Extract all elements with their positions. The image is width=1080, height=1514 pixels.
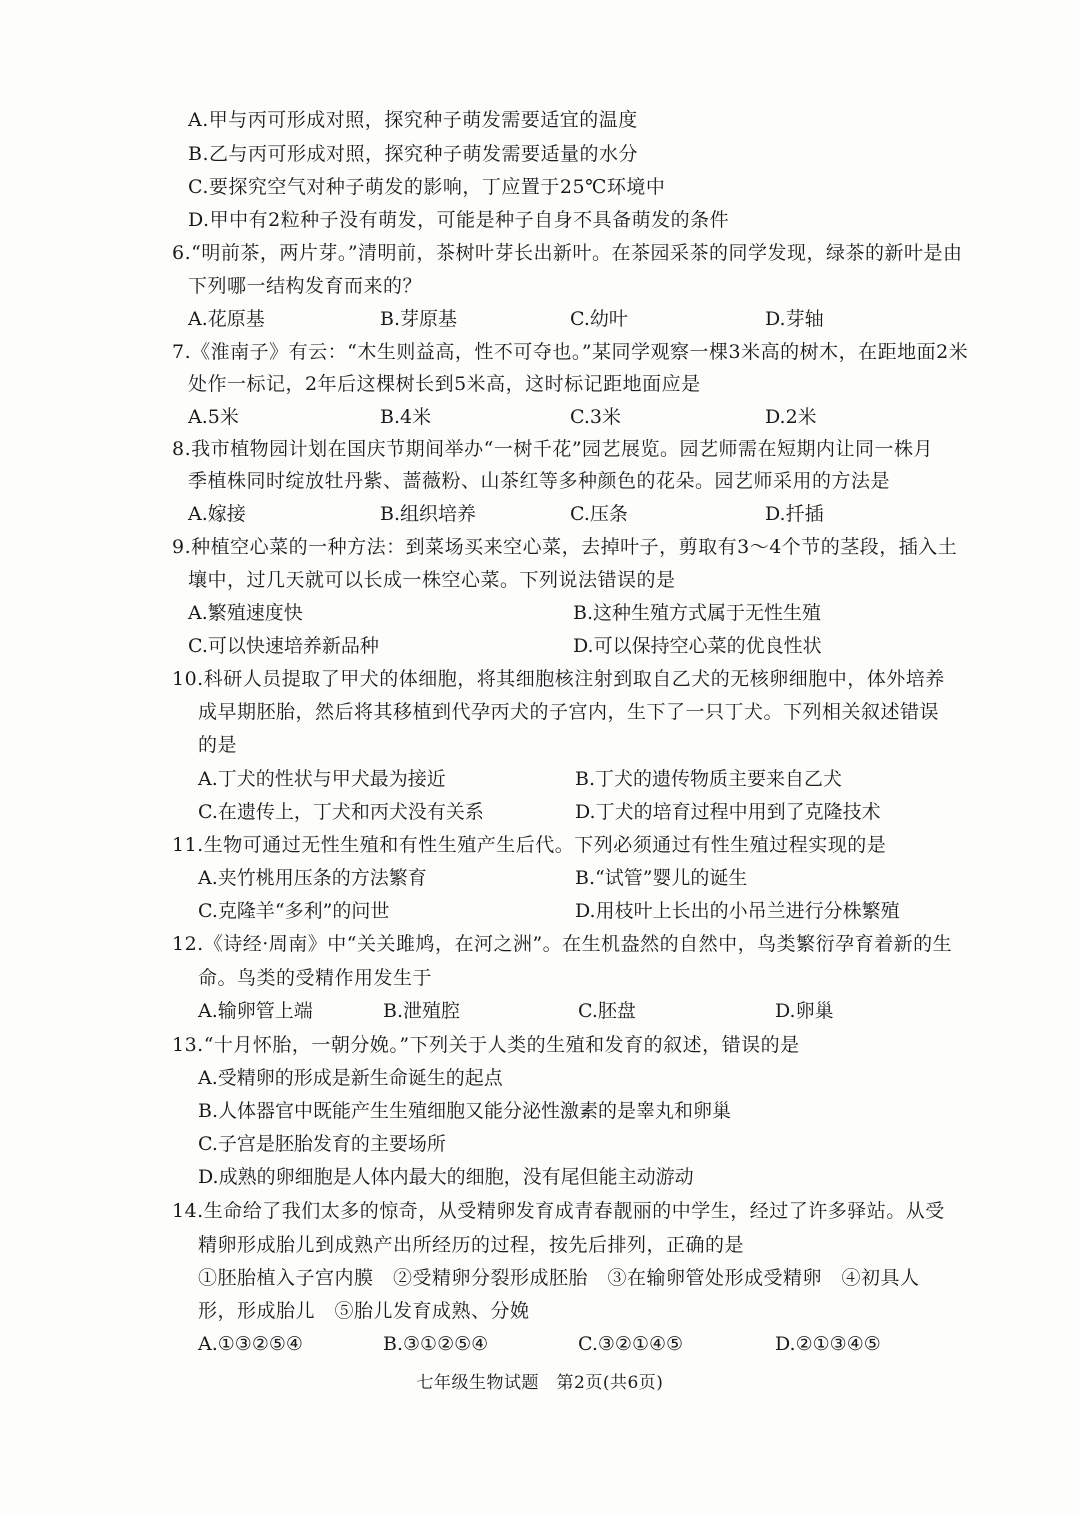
q12-stem-1: 12.《诗经·周南》中“关关雎鸠，在河之洲”。在生机盎然的自然中，鸟类繁衍孕育着新的生 [172, 933, 953, 955]
q14-option-d: D.②①③④⑤ [775, 1333, 881, 1355]
q11-option-c: C.克隆羊“多利”的问世 [198, 900, 390, 922]
q12-option-a: A.输卵管上端 [198, 1000, 313, 1022]
q8-stem-2: 季植株同时绽放牡丹紫、蔷薇粉、山茶红等多种颜色的花朵。园艺师采用的方法是 [188, 470, 891, 492]
q13-option-d: D.成熟的卵细胞是人体内最大的细胞，没有尾但能主动游动 [198, 1166, 694, 1188]
q7-option-c: C.3米 [570, 406, 621, 428]
q7-stem-1: 7.《淮南子》有云：“木生则益高，性不可夺也。”某同学观察一棵3米高的树木，在距地面2米 [172, 341, 969, 363]
q9-stem-2: 壤中，过几天就可以长成一株空心菜。下列说法错误的是 [188, 569, 676, 591]
q12-option-b: B.泄殖腔 [383, 1000, 461, 1022]
q13-option-a: A.受精卵的形成是新生命诞生的起点 [198, 1067, 503, 1089]
q6-option-b: B.芽原基 [380, 308, 458, 330]
q10-option-d: D.丁犬的培育过程中用到了克隆技术 [575, 801, 881, 823]
q5-option-b: B.乙与丙可形成对照，探究种子萌发需要适量的水分 [188, 143, 639, 165]
q8-stem-1: 8.我市植物园计划在国庆节期间举办“一树千花”园艺展览。园艺师需在短期内让同一株月 [172, 438, 934, 460]
q5-option-c: C.要探究空气对种子萌发的影响，丁应置于25℃环境中 [188, 176, 666, 198]
q11-option-a: A.夹竹桃用压条的方法繁育 [198, 867, 427, 889]
q8-option-b: B.组织培养 [380, 503, 477, 525]
q7-option-a: A.5米 [188, 406, 239, 428]
q13-option-c: C.子宫是胚胎发育的主要场所 [198, 1133, 446, 1155]
q7-stem-2: 处作一标记，2年后这棵树长到5米高，这时标记距地面应是 [188, 373, 701, 395]
q9-option-b: B.这种生殖方式属于无性生殖 [573, 602, 822, 624]
q7-option-b: B.4米 [380, 406, 432, 428]
q12-option-d: D.卵巢 [775, 1000, 834, 1022]
q14-option-c: C.③②①④⑤ [578, 1333, 684, 1355]
q9-option-d: D.可以保持空心菜的优良性状 [573, 635, 822, 657]
q6-stem-1: 6.“明前茶，两片芽。”清明前，茶树叶芽长出新叶。在茶园采茶的同学发现，绿茶的新叶是由 [172, 242, 963, 264]
q14-stem-1: 14.生命给了我们太多的惊奇，从受精卵发育成青春靓丽的中学生，经过了许多驿站。从受 [172, 1200, 945, 1222]
q8-option-a: A.嫁接 [188, 503, 246, 525]
q8-option-c: C.压条 [570, 503, 628, 525]
q9-option-a: A.繁殖速度快 [188, 602, 303, 624]
q10-option-b: B.丁犬的遗传物质主要来自乙犬 [575, 768, 843, 790]
q6-option-c: C.幼叶 [570, 308, 628, 330]
q14-option-b: B.③①②⑤④ [383, 1333, 489, 1355]
q8-option-d: D.扦插 [765, 503, 824, 525]
q6-stem-2: 下列哪一结构发育而来的？ [188, 275, 423, 297]
q10-option-a: A.丁犬的性状与甲犬最为接近 [198, 768, 446, 790]
q11-option-d: D.用枝叶上长出的小吊兰进行分株繁殖 [575, 900, 900, 922]
q14-stem-3: ①胚胎植入子宫内膜 ②受精卵分裂形成胚胎 ③在输卵管处形成受精卵 ④初具人 [198, 1267, 920, 1289]
q13-stem-1: 13.“十月怀胎，一朝分娩。”下列关于人类的生殖和发育的叙述，错误的是 [172, 1034, 800, 1056]
q10-stem-2: 成早期胚胎，然后将其移植到代孕丙犬的子宫内，生下了一只丁犬。下列相关叙述错误 [198, 701, 940, 723]
page-footer: 七年级生物试题 第2页(共6页) [416, 1373, 664, 1393]
q10-option-c: C.在遗传上，丁犬和丙犬没有关系 [198, 801, 484, 823]
q13-option-b: B.人体器官中既能产生生殖细胞又能分泌性激素的是睾丸和卵巢 [198, 1100, 732, 1122]
q6-option-d: D.芽轴 [765, 308, 824, 330]
q9-stem-1: 9.种植空心菜的一种方法：到菜场买来空心菜，去掉叶子，剪取有3～4个节的茎段，插入土 [172, 536, 958, 558]
q5-option-d: D.甲中有2粒种子没有萌发，可能是种子自身不具备萌发的条件 [188, 209, 730, 231]
q12-stem-2: 命。鸟类的受精作用发生于 [198, 967, 433, 989]
q6-option-a: A.花原基 [188, 308, 265, 330]
q14-option-a: A.①③②⑤④ [198, 1333, 303, 1355]
q7-option-d: D.2米 [765, 406, 817, 428]
q9-option-c: C.可以快速培养新品种 [188, 635, 379, 657]
q14-stem-2: 精卵形成胎儿到成熟产出所经历的过程，按先后排列，正确的是 [198, 1234, 745, 1256]
q11-stem-1: 11.生物可通过无性生殖和有性生殖产生后代。下列必须通过有性生殖过程实现的是 [172, 834, 887, 856]
q10-stem-3: 的是 [198, 734, 238, 756]
q14-stem-4: 形，形成胎儿 ⑤胎儿发育成熟、分娩 [198, 1300, 530, 1322]
q12-option-c: C.胚盘 [578, 1000, 636, 1022]
q11-option-b: B.“试管”婴儿的诞生 [575, 867, 748, 889]
q5-option-a: A.甲与丙可形成对照，探究种子萌发需要适宜的温度 [188, 109, 638, 131]
q10-stem-1: 10.科研人员提取了甲犬的体细胞，将其细胞核注射到取自乙犬的无核卵细胞中，体外培养 [172, 668, 945, 690]
